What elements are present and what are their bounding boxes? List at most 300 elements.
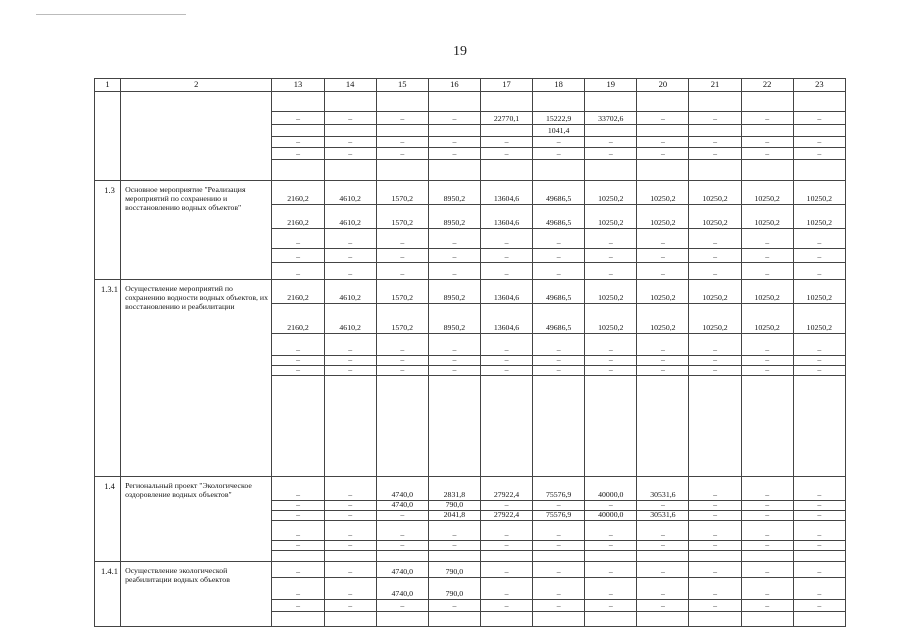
value-cell: 2160,2 xyxy=(272,280,323,304)
value-cell: – xyxy=(689,229,740,249)
value-cell: – xyxy=(585,578,636,600)
value-cell: – xyxy=(637,148,688,160)
value-cell: – xyxy=(481,249,532,263)
value-cell: 13604,6 xyxy=(481,181,532,205)
value-cell: – xyxy=(794,501,845,511)
item-code: 1.4.1 xyxy=(95,562,121,627)
value-cell: – xyxy=(742,137,793,148)
year-column-cell xyxy=(741,181,793,280)
value-cell: – xyxy=(585,148,636,160)
year-column-cell xyxy=(533,562,585,627)
year-column-cell xyxy=(272,477,324,562)
value-cell xyxy=(794,92,845,112)
value-cell: – xyxy=(585,501,636,511)
value-cell xyxy=(481,160,532,180)
value-cell: – xyxy=(794,521,845,541)
year-column-cell xyxy=(689,562,741,627)
value-cell xyxy=(481,125,532,137)
value-cell: – xyxy=(794,578,845,600)
value-cell: – xyxy=(689,562,740,578)
year-column-cell xyxy=(376,181,428,280)
value-cell: – xyxy=(585,249,636,263)
year-column-cell xyxy=(480,562,532,627)
value-cell: 10250,2 xyxy=(585,181,636,205)
value-cell: – xyxy=(637,366,688,376)
value-cell: 10250,2 xyxy=(585,304,636,334)
value-cell: 49686,5 xyxy=(533,280,584,304)
value-cell xyxy=(272,612,323,626)
value-cell: 4740,0 xyxy=(377,477,428,501)
value-cell xyxy=(585,376,636,476)
year-column-cell xyxy=(689,477,741,562)
value-cell: – xyxy=(689,541,740,551)
year-column-cell xyxy=(376,280,428,477)
value-cell: 10250,2 xyxy=(742,205,793,229)
value-cell: – xyxy=(794,600,845,612)
page-number: 19 xyxy=(453,44,467,59)
value-cell xyxy=(689,612,740,626)
value-cell: – xyxy=(481,541,532,551)
year-column-cell xyxy=(272,92,324,181)
value-cell: 10250,2 xyxy=(794,205,845,229)
value-cell: 33702,6 xyxy=(585,112,636,125)
year-column-cell xyxy=(793,92,845,181)
value-cell: – xyxy=(481,148,532,160)
value-cell: – xyxy=(504,269,509,278)
value-cell: – xyxy=(742,511,793,521)
value-cell: – xyxy=(689,148,740,160)
item-code: 1.3.1 xyxy=(95,280,121,477)
year-column-cell xyxy=(533,280,585,477)
table-block-row xyxy=(95,280,846,477)
header-cell: 15 xyxy=(376,79,428,92)
year-column-cell xyxy=(324,477,376,562)
value-cell: – xyxy=(377,366,428,376)
value-cell: – xyxy=(637,501,688,511)
value-cell xyxy=(637,160,688,180)
value-cell xyxy=(325,612,376,626)
value-cell: 22770,1 xyxy=(481,112,532,125)
value-cell: – xyxy=(377,600,428,612)
header-cell: 20 xyxy=(637,79,689,92)
value-cell: – xyxy=(481,334,532,356)
value-cell xyxy=(742,125,793,137)
value-cell xyxy=(429,92,480,112)
value-cell: – xyxy=(429,521,480,541)
value-cell: – xyxy=(660,269,665,278)
value-cell: – xyxy=(325,249,376,263)
value-cell xyxy=(689,125,740,137)
value-cell: – xyxy=(325,112,376,125)
value-cell: 10250,2 xyxy=(689,304,740,334)
year-column-cell xyxy=(324,181,376,280)
year-column-cell xyxy=(585,92,637,181)
value-cell: – xyxy=(429,148,480,160)
value-cell: – xyxy=(533,501,584,511)
year-column-cell xyxy=(585,181,637,280)
value-cell xyxy=(481,92,532,112)
budget-table xyxy=(94,78,846,627)
value-cell: – xyxy=(325,562,376,578)
year-column-cell xyxy=(793,477,845,562)
year-column-cell xyxy=(324,280,376,477)
value-cell xyxy=(533,92,584,112)
value-cell: – xyxy=(533,562,584,578)
value-cell: – xyxy=(533,541,584,551)
value-cell: – xyxy=(765,269,770,278)
value-cell: 10250,2 xyxy=(637,181,688,205)
value-cell xyxy=(637,125,688,137)
value-cell: – xyxy=(689,578,740,600)
value-cell: – xyxy=(325,521,376,541)
value-cell: – xyxy=(429,356,480,366)
item-description xyxy=(121,92,272,181)
value-cell: 10250,2 xyxy=(794,181,845,205)
value-cell: – xyxy=(794,137,845,148)
year-column-cell xyxy=(428,181,480,280)
value-cell: 10250,2 xyxy=(585,205,636,229)
year-column-cell xyxy=(324,562,376,627)
year-column-cell xyxy=(376,477,428,562)
value-cell xyxy=(637,612,688,626)
header-row xyxy=(95,79,846,92)
year-column-cell xyxy=(428,92,480,181)
value-cell: 8950,2 xyxy=(429,280,480,304)
value-cell: 1570,2 xyxy=(377,304,428,334)
table-block-row xyxy=(95,562,846,627)
value-cell xyxy=(794,125,845,137)
value-cell xyxy=(377,160,428,180)
value-cell: – xyxy=(533,521,584,541)
value-cell: 2160,2 xyxy=(272,205,323,229)
value-cell xyxy=(533,160,584,180)
value-cell: – xyxy=(481,501,532,511)
year-column-cell xyxy=(480,92,532,181)
year-column-cell xyxy=(741,280,793,477)
value-cell: – xyxy=(637,600,688,612)
value-cell: 1570,2 xyxy=(377,181,428,205)
value-cell: – xyxy=(272,112,323,125)
value-cell: – xyxy=(533,148,584,160)
year-column-cell xyxy=(480,477,532,562)
value-cell: – xyxy=(794,229,845,249)
year-column-cell xyxy=(272,181,324,280)
value-cell: – xyxy=(272,148,323,160)
value-cell xyxy=(325,92,376,112)
value-cell: – xyxy=(377,334,428,356)
value-cell: 1570,2 xyxy=(377,280,428,304)
value-cell: – xyxy=(533,600,584,612)
value-cell: – xyxy=(481,366,532,376)
value-cell xyxy=(585,160,636,180)
value-cell: – xyxy=(272,600,323,612)
value-cell: – xyxy=(272,541,323,551)
value-cell: – xyxy=(533,356,584,366)
value-cell: – xyxy=(794,148,845,160)
value-cell xyxy=(429,551,480,561)
value-cell: – xyxy=(377,137,428,148)
year-column-cell xyxy=(637,280,689,477)
value-cell: – xyxy=(481,229,532,249)
value-cell: 8950,2 xyxy=(429,304,480,334)
value-cell xyxy=(742,376,793,476)
value-cell: 4740,0 xyxy=(377,578,428,600)
year-column-cell xyxy=(533,92,585,181)
value-cell: – xyxy=(794,562,845,578)
value-cell: – xyxy=(533,229,584,249)
value-cell xyxy=(742,92,793,112)
value-cell: – xyxy=(689,112,740,125)
value-cell xyxy=(689,551,740,561)
value-cell: – xyxy=(377,541,428,551)
value-cell: 8950,2 xyxy=(429,205,480,229)
value-cell: – xyxy=(742,541,793,551)
value-cell: – xyxy=(742,356,793,366)
year-column-cell xyxy=(585,280,637,477)
value-cell: – xyxy=(794,334,845,356)
value-cell: 49686,5 xyxy=(533,205,584,229)
value-cell: – xyxy=(481,600,532,612)
value-cell xyxy=(794,160,845,180)
value-cell: – xyxy=(377,229,428,249)
value-cell: – xyxy=(637,229,688,249)
header-cell: 22 xyxy=(741,79,793,92)
table-block-row xyxy=(95,477,846,562)
header-cell: 14 xyxy=(324,79,376,92)
value-cell xyxy=(533,551,584,561)
value-cell xyxy=(585,551,636,561)
year-column-cell xyxy=(272,280,324,477)
value-cell xyxy=(377,92,428,112)
value-cell: 2041,8 xyxy=(429,511,480,521)
value-cell xyxy=(585,612,636,626)
value-cell xyxy=(325,160,376,180)
value-cell: – xyxy=(533,366,584,376)
value-cell: – xyxy=(272,501,323,511)
value-cell xyxy=(272,160,323,180)
year-column-cell xyxy=(376,562,428,627)
value-cell: – xyxy=(794,356,845,366)
year-column-cell xyxy=(533,477,585,562)
value-cell: – xyxy=(272,229,323,249)
value-cell xyxy=(377,376,428,476)
item-code: 1.4 xyxy=(95,477,121,562)
value-cell xyxy=(742,160,793,180)
value-cell: – xyxy=(452,269,457,278)
value-cell: – xyxy=(429,600,480,612)
value-cell: – xyxy=(377,112,428,125)
value-cell xyxy=(637,551,688,561)
value-cell: – xyxy=(637,334,688,356)
value-cell: – xyxy=(689,334,740,356)
value-cell: – xyxy=(794,511,845,521)
value-cell: – xyxy=(429,366,480,376)
header-cell: 21 xyxy=(689,79,741,92)
item-description: Осуществление мероприятий по сохранению водности водных объектов, их восстановлению и реабилитации xyxy=(121,280,272,477)
value-cell xyxy=(481,376,532,476)
value-cell: – xyxy=(585,366,636,376)
value-cell: 4610,2 xyxy=(325,304,376,334)
value-cell: 790,0 xyxy=(429,562,480,578)
value-cell: – xyxy=(533,578,584,600)
value-cell: – xyxy=(608,269,613,278)
value-cell: – xyxy=(377,249,428,263)
value-cell: – xyxy=(325,137,376,148)
value-cell: 10250,2 xyxy=(637,304,688,334)
year-column-cell xyxy=(428,280,480,477)
year-column-cell xyxy=(428,562,480,627)
value-cell xyxy=(481,612,532,626)
value-cell: – xyxy=(742,477,793,501)
value-cell: – xyxy=(481,521,532,541)
value-cell: – xyxy=(400,269,405,278)
value-cell: 10250,2 xyxy=(637,205,688,229)
year-column-cell xyxy=(428,477,480,562)
value-cell xyxy=(325,551,376,561)
value-cell: 10250,2 xyxy=(585,280,636,304)
table-block-row xyxy=(95,92,846,181)
value-cell: 790,0 xyxy=(429,501,480,511)
value-cell: – xyxy=(272,366,323,376)
value-cell: – xyxy=(296,269,300,278)
value-cell xyxy=(533,612,584,626)
value-cell: – xyxy=(377,356,428,366)
value-cell: – xyxy=(325,600,376,612)
value-cell: – xyxy=(429,112,480,125)
value-cell: 10250,2 xyxy=(689,280,740,304)
value-cell: – xyxy=(481,578,532,600)
value-cell xyxy=(272,92,323,112)
value-cell: – xyxy=(325,477,376,501)
value-cell: – xyxy=(272,477,323,501)
value-cell: – xyxy=(689,511,740,521)
value-cell xyxy=(429,160,480,180)
item-description: Основное мероприятие "Реализация мероприятий по сохранению и восстановлению водных объектов" xyxy=(121,181,272,280)
value-cell: – xyxy=(272,562,323,578)
value-cell: – xyxy=(325,501,376,511)
value-cell xyxy=(742,612,793,626)
value-cell: – xyxy=(348,269,353,278)
year-column-cell xyxy=(637,562,689,627)
value-cell xyxy=(585,92,636,112)
value-cell: – xyxy=(637,356,688,366)
value-cell: – xyxy=(585,356,636,366)
value-cell: – xyxy=(481,356,532,366)
value-cell xyxy=(272,551,323,561)
value-cell: – xyxy=(429,249,480,263)
value-cell: – xyxy=(272,521,323,541)
value-cell: 13604,6 xyxy=(481,304,532,334)
value-cell xyxy=(325,376,376,476)
header-cell: 23 xyxy=(793,79,845,92)
header-cell: 16 xyxy=(428,79,480,92)
value-cell: – xyxy=(325,511,376,521)
value-cell xyxy=(637,92,688,112)
item-code: 1.3 xyxy=(95,181,121,280)
year-column-cell xyxy=(793,280,845,477)
value-cell: – xyxy=(481,562,532,578)
value-cell: 13604,6 xyxy=(481,205,532,229)
value-cell: – xyxy=(585,521,636,541)
value-cell: – xyxy=(585,541,636,551)
value-cell: 2160,2 xyxy=(272,304,323,334)
value-cell: – xyxy=(637,521,688,541)
value-cell: – xyxy=(689,521,740,541)
value-cell: – xyxy=(272,249,323,263)
value-cell: 40000,0 xyxy=(585,477,636,501)
year-column-cell xyxy=(585,477,637,562)
value-cell xyxy=(377,612,428,626)
value-cell: – xyxy=(794,249,845,263)
value-cell: – xyxy=(585,600,636,612)
year-column-cell xyxy=(637,92,689,181)
value-cell: – xyxy=(742,148,793,160)
year-column-cell xyxy=(741,477,793,562)
year-column-cell xyxy=(689,280,741,477)
year-column-cell xyxy=(793,562,845,627)
item-code xyxy=(95,92,121,181)
value-cell: – xyxy=(377,521,428,541)
value-cell: – xyxy=(742,366,793,376)
value-cell: – xyxy=(794,477,845,501)
value-cell: – xyxy=(325,334,376,356)
value-cell: – xyxy=(429,541,480,551)
value-cell: – xyxy=(556,269,561,278)
value-cell: 49686,5 xyxy=(533,304,584,334)
value-cell: 2831,8 xyxy=(429,477,480,501)
table-block-row xyxy=(95,181,846,280)
value-cell: – xyxy=(742,578,793,600)
year-column-cell xyxy=(741,562,793,627)
value-cell: – xyxy=(325,578,376,600)
year-column-cell xyxy=(637,477,689,562)
value-cell: – xyxy=(272,334,323,356)
year-column-cell xyxy=(480,280,532,477)
year-column-cell xyxy=(480,181,532,280)
value-cell: – xyxy=(637,578,688,600)
value-cell xyxy=(481,551,532,561)
value-cell: 40000,0 xyxy=(585,511,636,521)
value-cell: 4740,0 xyxy=(377,501,428,511)
value-cell: – xyxy=(325,541,376,551)
value-cell: 10250,2 xyxy=(742,280,793,304)
top-rule xyxy=(36,14,186,15)
value-cell xyxy=(272,376,323,476)
value-cell: 1570,2 xyxy=(377,205,428,229)
value-cell xyxy=(429,125,480,137)
value-cell xyxy=(689,92,740,112)
value-cell: – xyxy=(817,269,822,278)
header-cell: 17 xyxy=(480,79,532,92)
value-cell: – xyxy=(377,148,428,160)
year-column-cell xyxy=(272,562,324,627)
value-cell xyxy=(272,125,323,137)
value-cell: – xyxy=(742,249,793,263)
value-cell: 27922,4 xyxy=(481,477,532,501)
value-cell: 15222,9 xyxy=(533,112,584,125)
year-column-cell xyxy=(689,92,741,181)
value-cell: 49686,5 xyxy=(533,181,584,205)
value-cell: 30531,6 xyxy=(637,477,688,501)
header-cell: 1 xyxy=(95,79,121,92)
value-cell: – xyxy=(637,541,688,551)
value-cell: – xyxy=(585,229,636,249)
value-cell xyxy=(794,376,845,476)
header-cell: 13 xyxy=(272,79,324,92)
value-cell xyxy=(637,376,688,476)
value-cell: – xyxy=(325,229,376,249)
value-cell: – xyxy=(637,137,688,148)
